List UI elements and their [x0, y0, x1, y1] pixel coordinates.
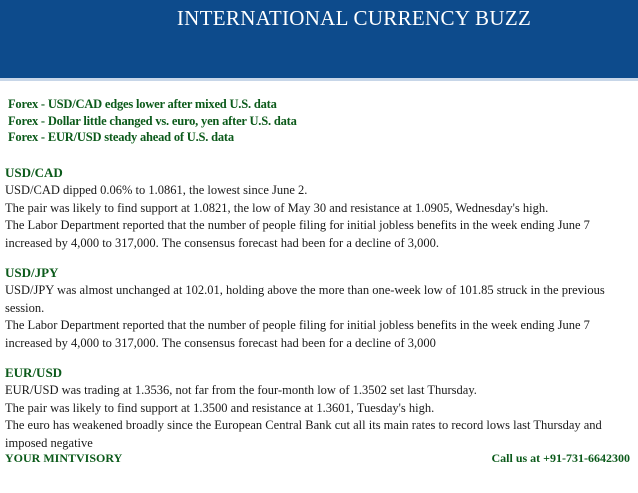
section-paragraph: The pair was likely to find support at 1.0821, the low of May 30 and resistance at 1.0905, Wednesday's high.: [5, 200, 549, 215]
headline-item[interactable]: Forex - EUR/USD steady ahead of U.S. data: [8, 130, 234, 144]
footer-contact[interactable]: Call us at +91-731-6642300: [491, 451, 630, 465]
section-eur-usd: [5, 364, 633, 452]
section-paragraph: USD/JPY was almost unchanged at 102.01, holding above the more than one-week low of 101.85 struck in the previous session.: [5, 283, 605, 315]
section-paragraph: The pair was likely to find support at 1.3500 and resistance at 1.3601, Tuesday's high.: [5, 400, 435, 415]
section-paragraph: USD/CAD dipped 0.06% to 1.0861, the lowest since June 2.: [5, 183, 308, 197]
footer-brand: YOUR MINTVISORY: [5, 451, 123, 465]
page-title: INTERNATIONAL CURRENCY BUZZ: [176, 6, 532, 30]
section-usd-jpy: [5, 264, 633, 352]
headline-list: [8, 96, 297, 146]
section-paragraph: The Labor Department reported that the number of people filing for initial jobless benefits in the week ending June 7 increased by 4,000 to 317,000. The consensus forecast had been for a decline of 3,000: [5, 318, 590, 350]
section-paragraph: EUR/USD was trading at 1.3536, not far from the four-month low of 1.3502 set last Thursday.: [5, 383, 477, 397]
section-paragraph: The Labor Department reported that the number of people filing for initial jobless benefits in the week ending June 7 increased by 4,000 to 317,000. The consensus forecast had been for a decline of 3,000.: [5, 218, 590, 250]
section-title: USD/JPY: [5, 265, 59, 280]
section-title: USD/CAD: [5, 165, 63, 180]
header-divider: [0, 78, 638, 81]
section-paragraph: The euro has weakened broadly since the European Central Bank cut all its main rates to record lows last Thursday and imposed negative: [5, 418, 602, 450]
headline-item[interactable]: Forex - USD/CAD edges lower after mixed U.S. data: [8, 97, 277, 111]
section-title: EUR/USD: [5, 365, 63, 380]
header-banner: [0, 0, 638, 78]
section-usd-cad: [5, 164, 633, 252]
headline-item[interactable]: Forex - Dollar little changed vs. euro, yen after U.S. data: [8, 113, 297, 128]
